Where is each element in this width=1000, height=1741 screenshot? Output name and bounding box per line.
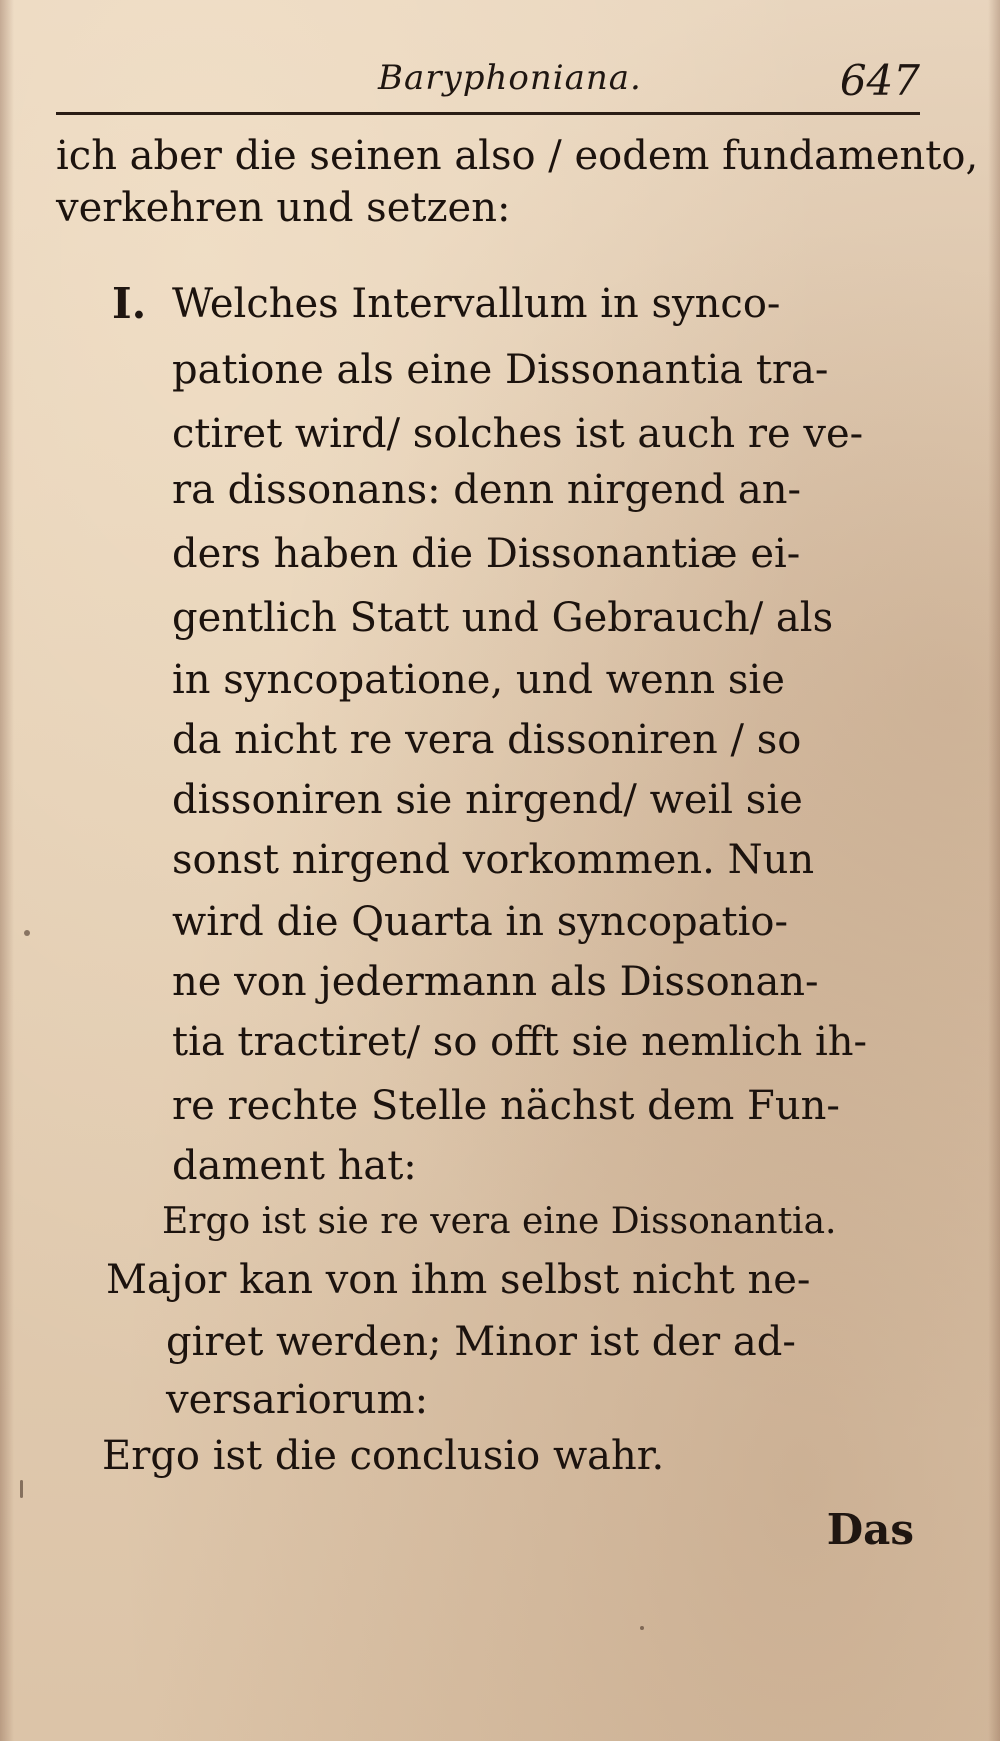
text-line: Ergo ist die conclusio wahr.	[102, 1433, 665, 1479]
running-title: Baryphoniana.	[378, 58, 642, 98]
ink-speck	[640, 1626, 644, 1630]
text-line: ra dissonans: denn nirgend an-	[172, 467, 801, 513]
ink-speck	[24, 930, 30, 936]
text-line: re rechte Stelle nächst dem Fun-	[172, 1083, 840, 1129]
text-line: Welches Intervallum in synco-	[172, 281, 781, 327]
text-line: da nicht re vera dissoniren / so	[172, 717, 802, 763]
text-line: Major kan von ihm selbst nicht ne-	[106, 1257, 811, 1303]
text-line: Ergo ist sie re vera eine Dissonantia.	[162, 1201, 837, 1242]
text-line: patione als eine Dissonantia tra-	[172, 347, 829, 393]
page-edge-right	[988, 0, 1000, 1741]
text-line: versariorum:	[166, 1377, 429, 1423]
running-head	[56, 58, 920, 110]
text-line: tia tractiret/ so offt sie nemlich ih-	[172, 1019, 868, 1065]
catchword: Das	[826, 1505, 914, 1554]
ink-speck	[20, 1480, 23, 1498]
text-line: sonst nirgend vorkommen. Nun	[172, 837, 815, 883]
text-line: wird die Quarta in syncopatio-	[172, 899, 788, 945]
text-line: in syncopatione, und wenn sie	[172, 657, 785, 703]
text-line: ne von jedermann als Dissonan-	[172, 959, 819, 1005]
text-line: ders haben die Dissonantiæ ei-	[172, 531, 801, 577]
page-number: 647	[839, 56, 920, 105]
text-line: verkehren und setzen:	[56, 185, 511, 231]
text-line: dissoniren sie nirgend/ weil sie	[172, 777, 803, 823]
text-line: gentlich Statt und Gebrauch/ als	[172, 595, 834, 641]
header-rule	[56, 112, 920, 115]
text-line: giret werden; Minor ist der ad-	[166, 1319, 796, 1365]
text-line: ich aber die seinen also / eodem fundamento,	[56, 133, 979, 179]
page-edge-left	[0, 0, 14, 1741]
text-line: dament hat:	[172, 1143, 417, 1189]
text-line: ctiret wird/ solches ist auch re ve-	[172, 411, 864, 457]
item-number: I.	[112, 279, 147, 328]
